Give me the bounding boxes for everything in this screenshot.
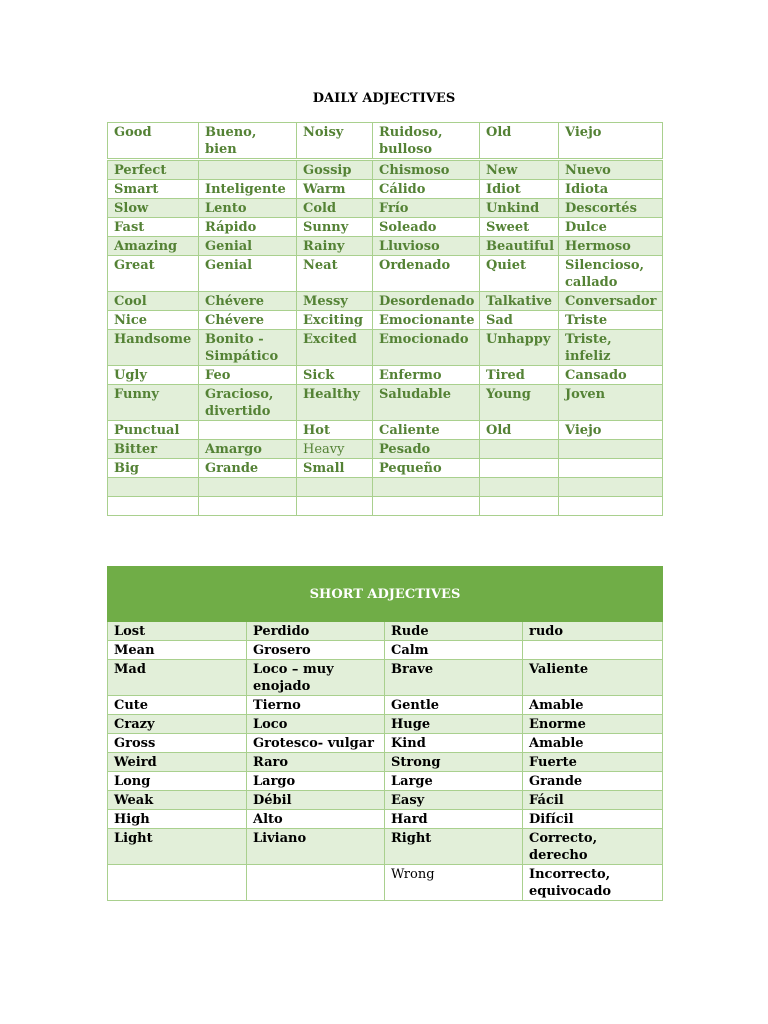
short-table-cell: Long bbox=[108, 772, 247, 791]
short-table-cell: Incorrecto, equivocado bbox=[523, 865, 663, 901]
short-table-cell: Mean bbox=[108, 641, 247, 660]
short-table-cell bbox=[523, 641, 663, 660]
daily-table-cell: Gossip bbox=[297, 160, 373, 180]
daily-table-cell: Chévere bbox=[199, 292, 297, 311]
daily-table-cell: Unkind bbox=[480, 199, 559, 218]
short-table-cell: Weird bbox=[108, 753, 247, 772]
daily-table-cell: Old bbox=[480, 421, 559, 440]
daily-table-cell: Cansado bbox=[559, 366, 663, 385]
daily-table-cell bbox=[199, 160, 297, 180]
short-table-cell: Lost bbox=[108, 622, 247, 641]
daily-table-cell: Nuevo bbox=[559, 160, 663, 180]
daily-table-cell bbox=[199, 478, 297, 497]
daily-table-cell: Lento bbox=[199, 199, 297, 218]
daily-table-cell: Bueno, bien bbox=[199, 123, 297, 160]
daily-table-row bbox=[108, 330, 663, 366]
short-table-cell: Tierno bbox=[247, 696, 385, 715]
daily-table-cell: Frío bbox=[373, 199, 480, 218]
daily-table-cell: Heavy bbox=[297, 440, 373, 459]
daily-table-cell: Hermoso bbox=[559, 237, 663, 256]
short-table-row bbox=[108, 696, 663, 715]
daily-table-cell: Rainy bbox=[297, 237, 373, 256]
short-adjectives-title: SHORT ADJECTIVES bbox=[108, 567, 663, 622]
daily-table-row bbox=[108, 199, 663, 218]
daily-table-cell: Genial bbox=[199, 256, 297, 292]
short-table-cell: Enorme bbox=[523, 715, 663, 734]
daily-table-row bbox=[108, 459, 663, 478]
short-table-cell: Loco bbox=[247, 715, 385, 734]
short-table-cell: Grande bbox=[523, 772, 663, 791]
daily-table-cell: Small bbox=[297, 459, 373, 478]
daily-table-cell: Bitter bbox=[108, 440, 199, 459]
daily-table-cell bbox=[108, 497, 199, 516]
daily-table-row bbox=[108, 256, 663, 292]
daily-table-cell bbox=[559, 497, 663, 516]
short-table-cell: Gross bbox=[108, 734, 247, 753]
short-table-cell: Grotesco- vulgar bbox=[247, 734, 385, 753]
daily-table-cell: Caliente bbox=[373, 421, 480, 440]
short-table-cell: Cute bbox=[108, 696, 247, 715]
daily-table-cell: Desordenado bbox=[373, 292, 480, 311]
daily-table-row bbox=[108, 237, 663, 256]
daily-table-cell: Amargo bbox=[199, 440, 297, 459]
daily-table-row bbox=[108, 292, 663, 311]
short-table-cell: Liviano bbox=[247, 829, 385, 865]
daily-table-cell: Triste, infeliz bbox=[559, 330, 663, 366]
daily-table-cell: Amazing bbox=[108, 237, 199, 256]
daily-table-cell: Cálido bbox=[373, 180, 480, 199]
daily-table-cell: Inteligente bbox=[199, 180, 297, 199]
daily-table-cell: Bonito - Simpático bbox=[199, 330, 297, 366]
short-table-cell: Largo bbox=[247, 772, 385, 791]
daily-table-cell: Cold bbox=[297, 199, 373, 218]
daily-table-cell: Idiota bbox=[559, 180, 663, 199]
daily-table-cell: Conversador bbox=[559, 292, 663, 311]
short-table-cell: Alto bbox=[247, 810, 385, 829]
daily-table-cell bbox=[108, 478, 199, 497]
daily-table-row bbox=[108, 366, 663, 385]
short-table-cell: Grosero bbox=[247, 641, 385, 660]
daily-table-row bbox=[108, 385, 663, 421]
daily-table-cell: Triste bbox=[559, 311, 663, 330]
daily-table-cell: Young bbox=[480, 385, 559, 421]
short-table-cell: Fuerte bbox=[523, 753, 663, 772]
daily-table-cell: Feo bbox=[199, 366, 297, 385]
daily-table-cell: Perfect bbox=[108, 160, 199, 180]
daily-table-cell: Descortés bbox=[559, 199, 663, 218]
daily-table-row bbox=[108, 478, 663, 497]
short-table-row bbox=[108, 622, 663, 641]
daily-table-cell: Saludable bbox=[373, 385, 480, 421]
short-table-cell: High bbox=[108, 810, 247, 829]
short-table-row bbox=[108, 660, 663, 696]
short-table-cell: Weak bbox=[108, 791, 247, 810]
daily-table-row bbox=[108, 180, 663, 199]
short-table-cell: Amable bbox=[523, 696, 663, 715]
daily-table-cell: Dulce bbox=[559, 218, 663, 237]
short-table-cell: Loco – muy enojado bbox=[247, 660, 385, 696]
daily-table-cell: Slow bbox=[108, 199, 199, 218]
short-table-row bbox=[108, 715, 663, 734]
short-table-row bbox=[108, 753, 663, 772]
daily-table-cell: Pesado bbox=[373, 440, 480, 459]
daily-table-cell: Soleado bbox=[373, 218, 480, 237]
short-adjectives-header-row bbox=[108, 567, 663, 622]
daily-adjectives-table bbox=[107, 122, 663, 516]
daily-table-cell: Handsome bbox=[108, 330, 199, 366]
daily-table-cell: Smart bbox=[108, 180, 199, 199]
short-table-row bbox=[108, 641, 663, 660]
daily-table-cell bbox=[559, 440, 663, 459]
daily-table-cell: Idiot bbox=[480, 180, 559, 199]
daily-table-cell bbox=[480, 497, 559, 516]
short-table-row bbox=[108, 791, 663, 810]
daily-table-cell: Chismoso bbox=[373, 160, 480, 180]
daily-table-cell: Sunny bbox=[297, 218, 373, 237]
short-table-row bbox=[108, 734, 663, 753]
short-table-cell: Difícil bbox=[523, 810, 663, 829]
daily-table-cell: Beautiful bbox=[480, 237, 559, 256]
daily-table-row bbox=[108, 497, 663, 516]
short-table-cell: Correcto, derecho bbox=[523, 829, 663, 865]
daily-table-cell bbox=[297, 497, 373, 516]
daily-table-cell: Hot bbox=[297, 421, 373, 440]
short-table-cell: Amable bbox=[523, 734, 663, 753]
daily-table-cell: Warm bbox=[297, 180, 373, 199]
short-table-cell: Crazy bbox=[108, 715, 247, 734]
daily-table-row bbox=[108, 440, 663, 459]
daily-table-cell: Ordenado bbox=[373, 256, 480, 292]
short-table-cell: Brave bbox=[385, 660, 523, 696]
daily-table-cell: Noisy bbox=[297, 123, 373, 160]
daily-table-cell bbox=[373, 478, 480, 497]
daily-table-cell: Chévere bbox=[199, 311, 297, 330]
short-table-row bbox=[108, 772, 663, 791]
daily-table-row bbox=[108, 421, 663, 440]
daily-table-cell: Emocionado bbox=[373, 330, 480, 366]
daily-table-cell: Sick bbox=[297, 366, 373, 385]
daily-table-cell: Tired bbox=[480, 366, 559, 385]
daily-table-cell: Rápido bbox=[199, 218, 297, 237]
daily-table-cell bbox=[297, 478, 373, 497]
daily-table-cell: Excited bbox=[297, 330, 373, 366]
daily-table-cell: Unhappy bbox=[480, 330, 559, 366]
daily-table-row bbox=[108, 123, 663, 160]
short-table-cell: Large bbox=[385, 772, 523, 791]
short-table-cell: Rude bbox=[385, 622, 523, 641]
daily-table-cell: Gracioso, divertido bbox=[199, 385, 297, 421]
short-table-cell: Huge bbox=[385, 715, 523, 734]
daily-table-cell: Funny bbox=[108, 385, 199, 421]
short-table-cell: Light bbox=[108, 829, 247, 865]
short-table-cell: Calm bbox=[385, 641, 523, 660]
daily-table-cell: Punctual bbox=[108, 421, 199, 440]
daily-table-cell: Messy bbox=[297, 292, 373, 311]
daily-table-cell bbox=[480, 440, 559, 459]
short-adjectives-table bbox=[107, 566, 663, 901]
short-table-cell: rudo bbox=[523, 622, 663, 641]
daily-table-cell: Viejo bbox=[559, 421, 663, 440]
short-table-cell: Fácil bbox=[523, 791, 663, 810]
daily-table-row bbox=[108, 160, 663, 180]
daily-table-row bbox=[108, 311, 663, 330]
daily-table-cell: Genial bbox=[199, 237, 297, 256]
daily-table-cell: Sad bbox=[480, 311, 559, 330]
daily-table-cell: Healthy bbox=[297, 385, 373, 421]
daily-table-cell: Nice bbox=[108, 311, 199, 330]
daily-table-cell: Ruidoso, bulloso bbox=[373, 123, 480, 160]
short-table-cell bbox=[247, 865, 385, 901]
short-table-cell bbox=[108, 865, 247, 901]
daily-table-row bbox=[108, 218, 663, 237]
daily-table-cell: Grande bbox=[199, 459, 297, 478]
short-table-cell: Raro bbox=[247, 753, 385, 772]
daily-table-cell: Joven bbox=[559, 385, 663, 421]
daily-table-cell: Quiet bbox=[480, 256, 559, 292]
daily-table-cell: Silencioso, callado bbox=[559, 256, 663, 292]
short-table-cell: Strong bbox=[385, 753, 523, 772]
short-table-cell: Kind bbox=[385, 734, 523, 753]
short-table-cell: Hard bbox=[385, 810, 523, 829]
daily-table-cell: Sweet bbox=[480, 218, 559, 237]
daily-table-cell: Exciting bbox=[297, 311, 373, 330]
daily-table-cell: Lluvioso bbox=[373, 237, 480, 256]
daily-table-cell: Fast bbox=[108, 218, 199, 237]
daily-table-cell bbox=[480, 459, 559, 478]
short-table-cell: Gentle bbox=[385, 696, 523, 715]
daily-adjectives-title: DAILY ADJECTIVES bbox=[312, 91, 456, 106]
daily-table-cell bbox=[559, 478, 663, 497]
short-table-row bbox=[108, 829, 663, 865]
daily-table-cell bbox=[480, 478, 559, 497]
short-table-cell: Wrong bbox=[385, 865, 523, 901]
daily-table-cell: Ugly bbox=[108, 366, 199, 385]
short-table-cell: Débil bbox=[247, 791, 385, 810]
daily-table-cell: Viejo bbox=[559, 123, 663, 160]
daily-table-cell: Enfermo bbox=[373, 366, 480, 385]
daily-table-cell bbox=[199, 497, 297, 516]
short-table-cell: Valiente bbox=[523, 660, 663, 696]
short-table-cell: Mad bbox=[108, 660, 247, 696]
daily-table-cell: Emocionante bbox=[373, 311, 480, 330]
short-table-row bbox=[108, 865, 663, 901]
short-table-cell: Easy bbox=[385, 791, 523, 810]
daily-table-cell: Great bbox=[108, 256, 199, 292]
short-table-row bbox=[108, 810, 663, 829]
daily-table-cell: Cool bbox=[108, 292, 199, 311]
daily-table-cell: New bbox=[480, 160, 559, 180]
daily-table-cell: Talkative bbox=[480, 292, 559, 311]
daily-table-cell: Big bbox=[108, 459, 199, 478]
daily-table-cell bbox=[373, 497, 480, 516]
short-table-cell: Perdido bbox=[247, 622, 385, 641]
daily-table-cell bbox=[199, 421, 297, 440]
short-table-cell: Right bbox=[385, 829, 523, 865]
daily-table-cell: Neat bbox=[297, 256, 373, 292]
daily-table-cell: Old bbox=[480, 123, 559, 160]
daily-table-cell: Pequeño bbox=[373, 459, 480, 478]
daily-table-cell: Good bbox=[108, 123, 199, 160]
daily-table-cell bbox=[559, 459, 663, 478]
